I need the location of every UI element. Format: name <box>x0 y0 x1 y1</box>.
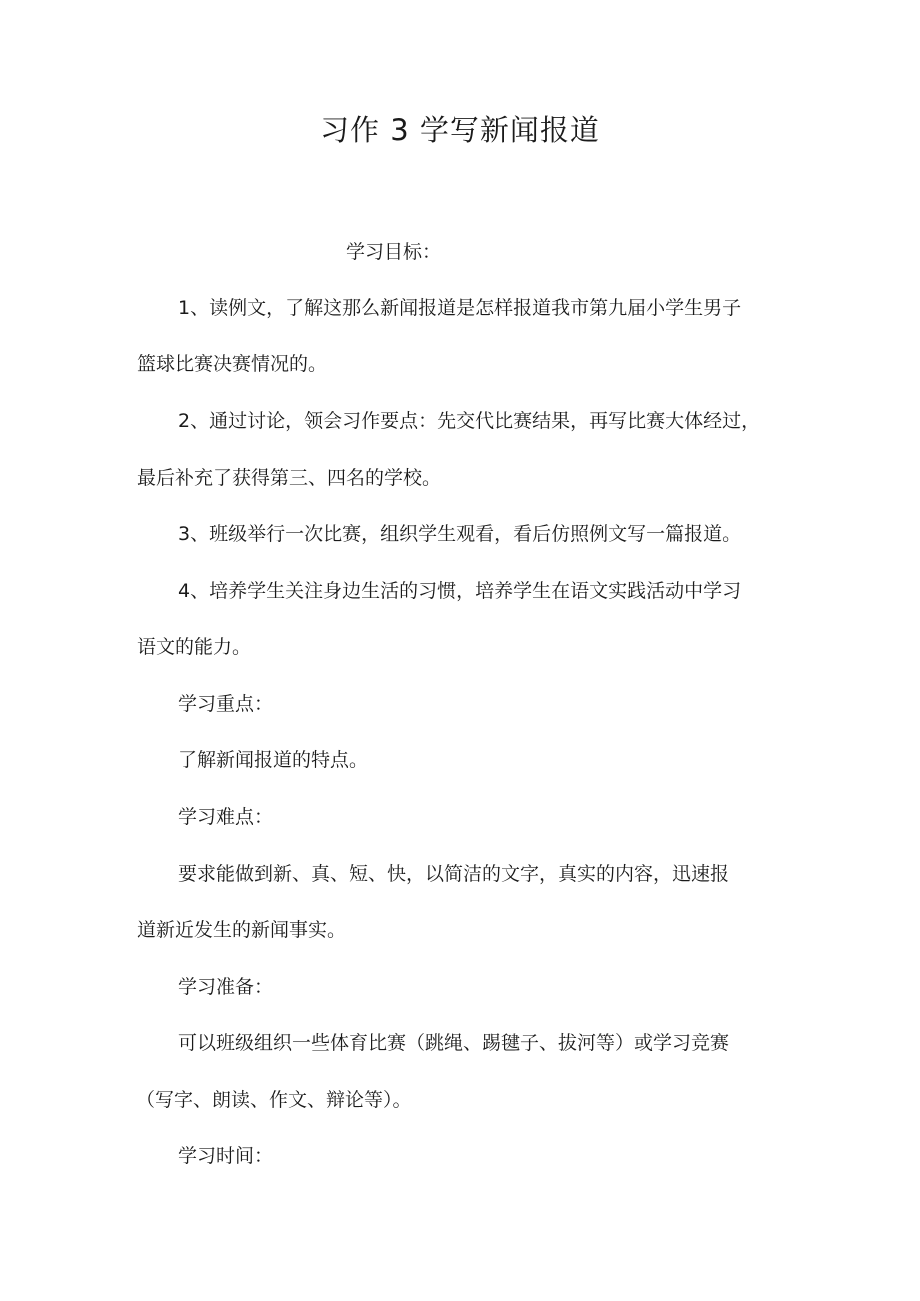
goal-1-line-1: 1、读例文，了解这那么新闻报道是怎样报道我市第九届小学生男子 <box>178 297 742 319</box>
preparation-line-1: 可以班级组织一些体育比赛（跳绳、踢毽子、拔河等）或学习竞赛 <box>178 1032 730 1054</box>
preparation-line-2: （写字、朗读、作文、辩论等）。 <box>136 1089 412 1111</box>
difficulties-line-1: 要求能做到新、真、短、快，以简洁的文字，真实的内容，迅速报 <box>178 863 730 885</box>
goal-1-line-2: 篮球比赛决赛情况的。 <box>137 353 328 375</box>
goal-4-line-1: 4、培养学生关注身边生活的习惯，培养学生在语文实践活动中学习 <box>178 580 742 602</box>
section-heading-learning-goals: 学习目标： <box>346 241 442 263</box>
section-heading-time: 学习时间： <box>178 1145 274 1167</box>
goal-2-line-2: 最后补充了获得第三、四名的学校。 <box>137 467 442 489</box>
document-title: 习作 3 学写新闻报道 <box>320 113 600 147</box>
key-points-text: 了解新闻报道的特点。 <box>178 749 369 771</box>
section-heading-key-points: 学习重点： <box>178 693 274 715</box>
goal-3-line-1: 3、班级举行一次比赛，组织学生观看，看后仿照例文写一篇报道。 <box>178 523 742 545</box>
section-heading-difficulties: 学习难点： <box>178 806 274 828</box>
goal-2-line-1: 2、通过讨论，领会习作要点：先交代比赛结果，再写比赛大体经过， <box>178 410 761 432</box>
difficulties-line-2: 道新近发生的新闻事实。 <box>137 919 347 941</box>
goal-4-line-2: 语文的能力。 <box>137 636 252 658</box>
section-heading-preparation: 学习准备： <box>178 976 274 998</box>
